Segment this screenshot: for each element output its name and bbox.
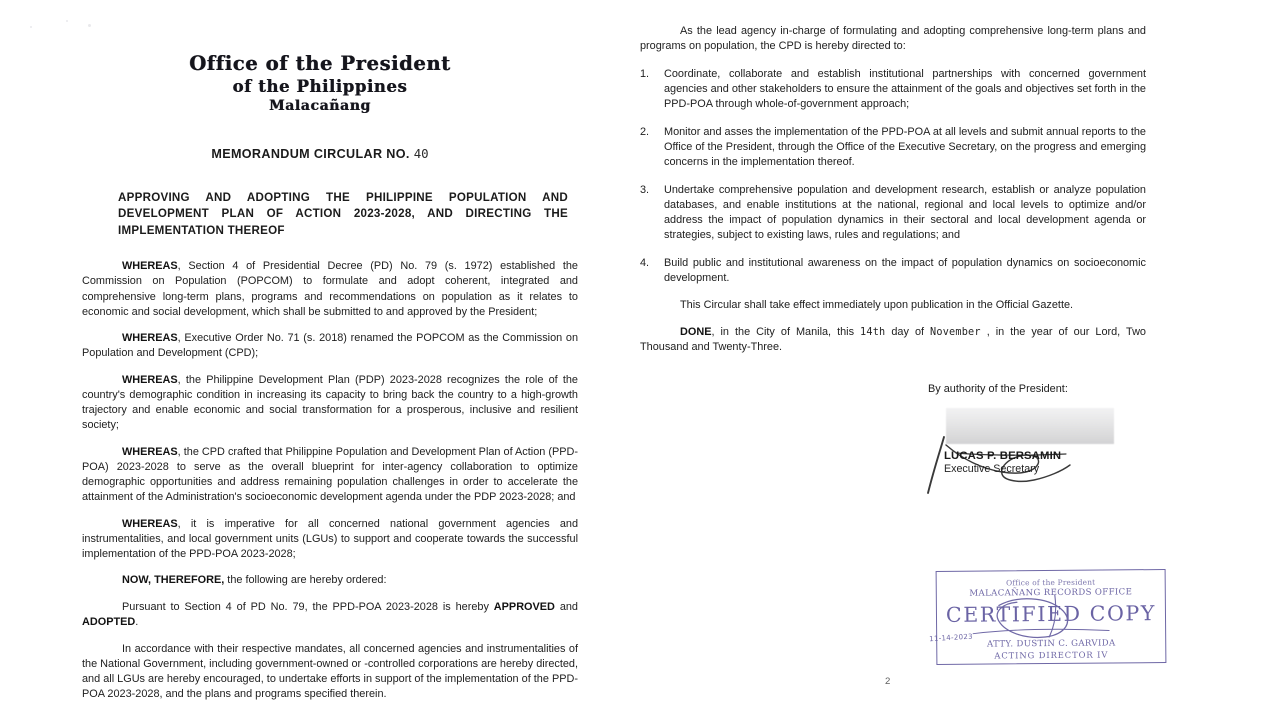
paragraph-text: , the Philippine Development Plan (PDP) 2023-2028 recognizes the role of the country's demographic condition in increasing its capacity to bring back the country to a high-growth trajectory and enable economic and social transformation for a prosperous, inclusive and resilient society; [82,373,578,432]
stamp-officer-title: ACTING DIRECTOR IV [994,649,1109,661]
certified-copy-stamp [928,569,1167,665]
directive-text: Build public and institutional awareness on the impact of population dynamics on socioeconomic development. [664,256,1146,284]
letterhead [0,52,640,115]
paragraph-lead: WHEREAS [122,332,178,345]
circular-label: MEMORANDUM CIRCULAR NO. [211,146,410,161]
directive-text: Monitor and asses the implementation of the PPD-POA at all levels and submit annual reports to the Office of the President, through the Office of the Executive Secretary, on the progress and emerging concerns in the implementation thereof. [664,125,1146,169]
pursuant-adopted: ADOPTED [82,616,136,629]
paragraph-pursuant [82,600,578,630]
done-part-1: , in the City of Manila, this [711,325,855,338]
paragraph-whereas-3 [82,373,578,433]
circular-number-line [0,146,640,161]
paragraph-text: the following are hereby ordered: [224,574,387,587]
paragraph-lead: WHEREAS [122,260,178,273]
paragraph-text: , Executive Order No. 71 (s. 2018) renamed the POPCOM as the Commission on Population and Development (CPD); [82,332,578,360]
paragraph-text: , Section 4 of Presidential Decree (PD) No. 79 (s. 1972) established the Commission on Population (POPCOM) to formulate and adopt coherent, integrated and comprehensive long-term plans, programs and recommendations on population as it relates to economic and social development, which shall be submitted to and approved by the President; [82,260,578,318]
paragraph-effectivity: This Circular shall take effect immediately upon publication in the Official Gazette. [680,299,1074,312]
paragraph-lead: WHEREAS [122,373,178,386]
pursuant-mid: and [554,601,578,614]
signatory-role: Executive Secretary [944,463,1040,475]
pursuant-end: . [135,616,139,629]
stamp-certified-copy-text: CERTIFIED COPY [945,601,1157,627]
letterhead-line-2: of the Philippines [232,76,408,96]
paragraph-lead-agency: As the lead agency in-charge of formulating and adopting comprehensive long-term plans and programs on population, the CPD is hereby directed to: [640,25,1146,53]
paragraph-done [640,325,1146,355]
signature-block [928,383,1258,475]
paragraph-now-therefore [82,573,578,588]
pursuant-approved: APPROVED [493,601,555,614]
redaction-bar [946,408,1114,444]
paragraph-whereas-2 [82,331,578,361]
stamp-records-office-line: MALACAÑANG RECORDS OFFICE [969,587,1133,599]
document-title: APPROVING AND ADOPTING THE PHILIPPINE POPULATION AND DEVELOPMENT PLAN OF ACTION 2023-2028, AND DIRECTING THE IMPLEMENTATION THEREOF [118,190,568,237]
right-column [640,0,1280,720]
paragraph-lead: WHEREAS [122,517,178,530]
done-month-filled: November [930,326,981,338]
circular-number: 40 [413,145,429,161]
directive-text: Coordinate, collaborate and establish institutional partnerships with concerned government agencies and other stakeholders to ensure the attainment of the goals and objectives set forth in the PPD-POA through whole-of-government approach; [664,68,1146,111]
signatory-name: LUCAS P. BERSAMIN [944,450,1062,462]
directives-list [640,67,1146,286]
directive-number: 1. [640,68,650,81]
stamp-officer-name: ATTY. DUSTIN C. GARVIDA [986,638,1116,650]
done-lead: DONE [680,325,712,338]
paragraph-lead: WHEREAS [122,445,178,458]
stamp-handwritten-date: 11-14-2023 [928,632,974,644]
paragraph-accordance: In accordance with their respective mandates, all concerned agencies and instrumentalities of the National Government, including government-owned or -controlled corporations are hereby directed, and all LGUs are hereby encouraged, to undertake efforts in support of the implementation of the PPD-POA 2023-2028, and the plans and programs specified therein. [82,642,578,700]
directive-item-2 [640,125,1146,170]
directive-item-4 [640,256,1146,286]
paragraph-whereas-5 [82,517,578,562]
directive-text: Undertake comprehensive population and development research, establish or analyze population databases, and enable institutions at the national, regional and local levels to optimize and/or address the impact of population dynamics in their sectoral and local development agenda or strategies, subject to existing laws, rules and regulations; and [664,183,1146,242]
paragraph-lead: NOW, THEREFORE, [122,574,225,587]
directive-number: 3. [640,183,650,196]
letterhead-line-1: Office of the President [189,52,451,75]
done-part-3: , in the year of our Lord, Two Thousand and Twenty-Three. [640,325,1146,354]
pursuant-pre: Pursuant to Section 4 of PD No. 79, the PPD-POA 2023-2028 is hereby [122,601,494,614]
paragraph-whereas-4 [82,445,578,505]
paragraph-text: , the CPD crafted that Philippine Population and Development Plan of Action (PPD-POA) 2023-2028 to serve as the overall blueprint for inter-agency collaboration to optimize demographic opportunities and address remaining population challenges in order to accelerate the attainment of the Administration's socioeconomic development agenda under the PDP 2023-2028; and [82,445,578,504]
done-part-2: day of [891,325,925,338]
left-body [82,259,578,702]
stamp-office-line: Office of the President [1006,577,1096,588]
right-body [640,24,1146,355]
paragraph-text: , it is imperative for all concerned national government agencies and instrumentalities, and local government units (LGUs) to support and cooperate towards the successful implementation of the PPD-POA 2023-2028; [82,517,578,560]
done-day-filled: 14th [860,326,886,338]
directive-item-3 [640,183,1146,243]
letterhead-line-3: Malacañang [269,97,371,114]
paragraph-whereas-1 [82,259,578,319]
directive-number: 2. [640,125,650,138]
page-number: 2 [885,676,891,687]
by-authority-line: By authority of the President: [928,383,1068,395]
directive-item-1 [640,67,1146,112]
directive-number: 4. [640,256,650,269]
